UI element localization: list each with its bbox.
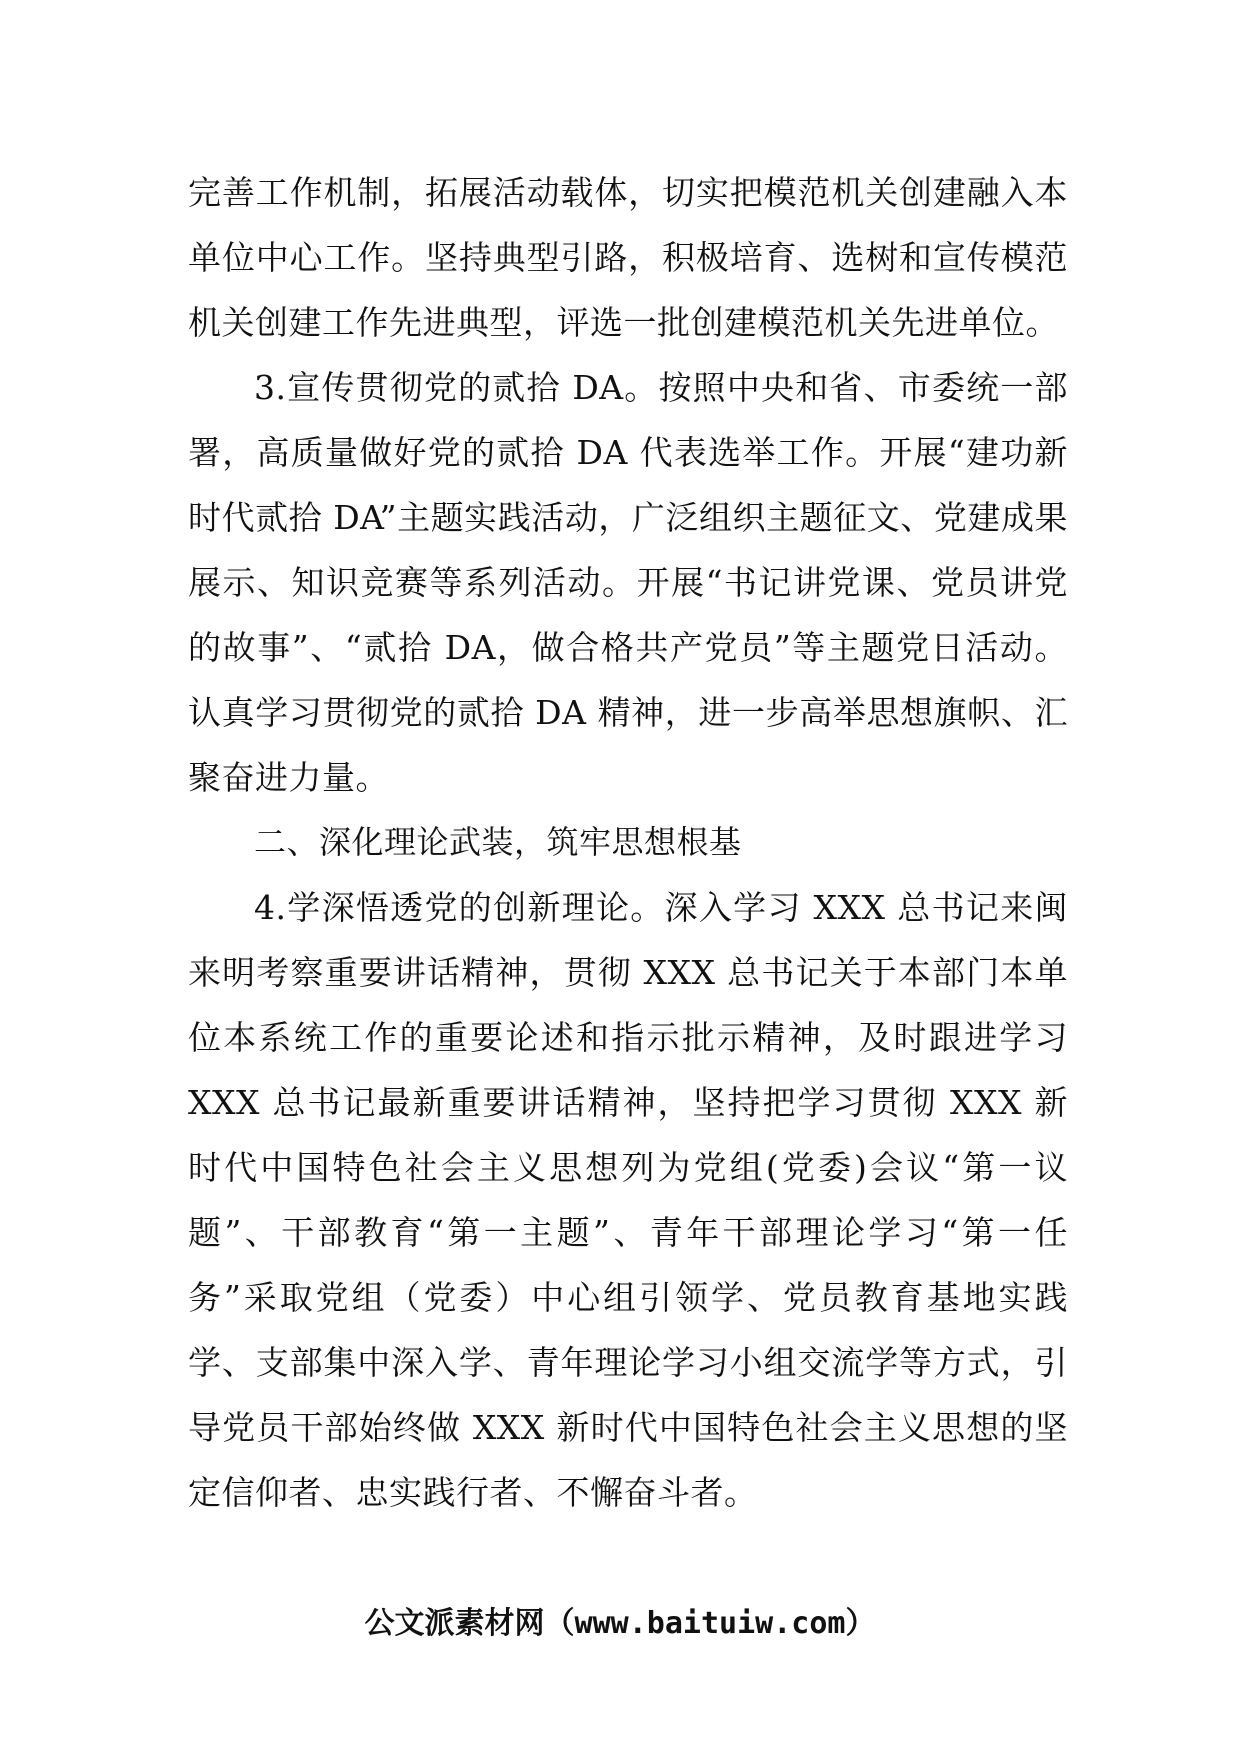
paragraph-item-3: 3.宣传贯彻党的贰拾 DA。按照中央和省、市委统一部署，高质量做好党的贰拾 DA 代表选举工作。开展“建功新时代贰拾 DA”主题实践活动，广泛组织主题征文、党建成果展示、知识竞赛等系列活动。开展“书记讲党课、党员讲党的故事”、“贰拾 DA，做合格共产党员”等主题党日活动。认真学习贯彻党的贰拾 DA 精神，进一步高举思想旗帜、汇聚奋进力量。: [188, 368, 1068, 797]
footer-watermark-text: 公文派素材网（www.baituiw.com）: [364, 1606, 876, 1641]
paragraph-item-4: 4.学深悟透党的创新理论。深入学习 XXX 总书记来闽来明考察重要讲话精神，贯彻 XXX 总书记关于本部门本单位本系统工作的重要论述和指示批示精神，及时跟进学习 XXX 总书记最新重要讲话精神，坚持把学习贯彻 XXX 新时代中国特色社会主义思想列为党组(党委)会议“第一议题”、干部教育“第一主题”、青年干部理论学习“第一任务”采取党组（党委）中心组引领学、党员教育基地实践学、支部集中深入学、青年理论学习小组交流学等方式，引导党员干部始终做 XXX 新时代中国特色社会主义思想的坚定信仰者、忠实践行者、不懈奋斗者。: [188, 888, 1068, 1512]
document-body: [188, 160, 1068, 1525]
section-heading-2: 二、深化理论武装，筑牢思想根基: [254, 823, 742, 861]
paragraph-continuation: 完善工作机制，拓展活动载体，切实把模范机关创建融入本单位中心工作。坚持典型引路，积极培育、选树和宣传模范机关创建工作先进典型，评选一批创建模范机关先进单位。: [188, 173, 1068, 342]
